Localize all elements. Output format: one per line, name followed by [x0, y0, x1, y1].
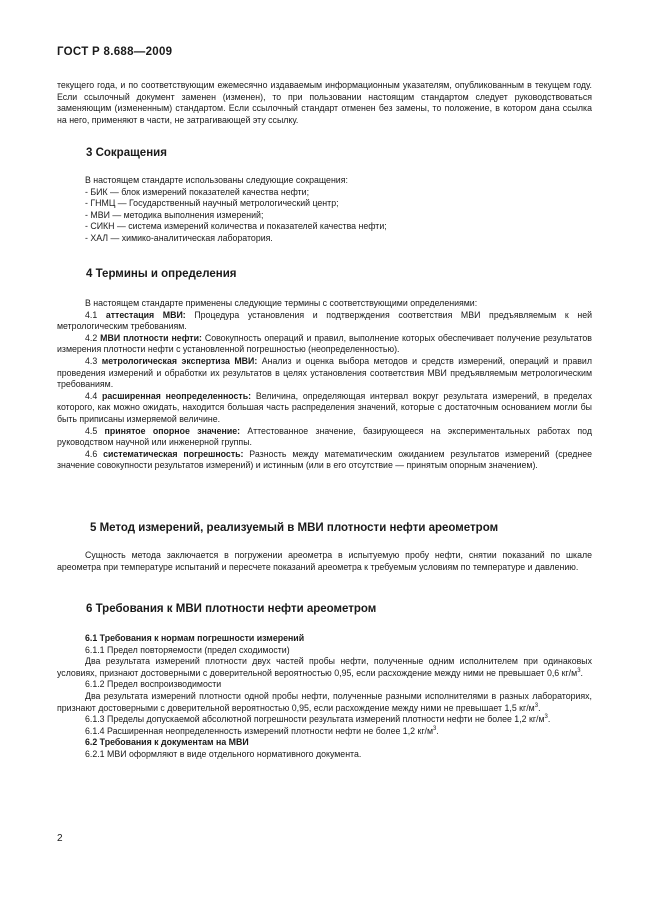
- superscript: 3: [433, 725, 437, 732]
- section-5-body: [57, 550, 592, 573]
- term-number: 4.2: [85, 332, 101, 343]
- term-name: систематическая погрешность:: [103, 448, 244, 459]
- term-definition: Процедура установления и подтверждения соответствия МВИ предъявляемым к ней метрологическим требованиям.: [57, 309, 592, 332]
- term-name: принятое опорное значение:: [104, 425, 241, 436]
- term-name: расширенная неопределенность:: [102, 390, 252, 401]
- abbreviation-list: [57, 187, 592, 245]
- section-3-lead: В настоящем стандарте использованы следующие сокращения:: [85, 175, 348, 185]
- list-item: - БИК — блок измерений показателей качества нефти;: [85, 186, 310, 197]
- section-3-body: [57, 175, 592, 245]
- term-number: 4.5: [85, 425, 105, 436]
- intro-text: текущего года, и по соответствующим ежемесячно издаваемым информационным указателям, опубликованным в текущем году. Если ссылочный документ заменен (изменен), то при пользовании настоящим стандартом следует руководствоваться заменяющим (измененным) стандартом. Если ссылочный стандарт отменен без замены, то положение, в котором дана ссылка на него, применяют в части, не затрагивающей эту ссылку.: [57, 80, 592, 125]
- clause-6-1-1: 6.1.1 Предел повторяемости (предел сходимости): [85, 644, 290, 655]
- intro-paragraph: [57, 80, 592, 126]
- list-item: - ГНМЦ — Государственный научный метрологический центр;: [85, 198, 339, 209]
- subsection-6-1-heading: 6.1 Требования к нормам погрешности измерений: [85, 633, 305, 643]
- clause-6-1-3: [57, 714, 592, 726]
- clause-6-1-4: [57, 726, 592, 738]
- superscript: 3: [577, 667, 581, 674]
- text-run: 6.1.3 Пределы допускаемой абсолютной погрешности результата измерений плотности нефти не более 1,2 кг/м: [85, 714, 545, 725]
- term-name: метрологическая экспертиза МВИ:: [101, 355, 258, 366]
- term-definition: Величина, определяющая интервал вокруг результата измерений, в пределах которого, как можно ожидать, находится большая часть распределения значений, которые с достаточным основанием могли бы быть приписаны измеряемой величине.: [57, 390, 592, 424]
- term-definition: Аттестованное значение, базирующееся на экспериментальных работах под руководством научной или инженерной группы.: [57, 425, 592, 448]
- page-number: 2: [57, 833, 63, 844]
- text-run: .: [547, 714, 551, 725]
- superscript: 3: [534, 702, 539, 709]
- term-definition: Разность между математическим ожиданием результатов измерений (среднее значение совокупности результатов измерений) и истинным (или в его отсутствие — принятым опорным значением).: [57, 448, 592, 471]
- term-4-3: [57, 356, 592, 391]
- list-item: - МВИ — методика выполнения измерений;: [85, 209, 264, 220]
- term-definition: Совокупность операций и правил, выполнение которых обеспечивает получение результатов измерения плотности нефти с установленной погрешностью (неопределенностью).: [57, 332, 592, 355]
- term-number: 4.3: [85, 355, 102, 366]
- text-run: Два результата измерений плотности одной пробы нефти, полученные разными исполнителями в разных лабораториях, признают достоверными с доверительной вероятностью 0,95, если расхождение между ними не превышает 1,5 кг/м: [57, 690, 592, 713]
- term-4-2: [57, 333, 592, 356]
- section-6-body: [57, 633, 592, 761]
- text-run: .: [580, 667, 583, 678]
- term-definition: Анализ и оценка выбора методов и средств измерений, операций и правил проведения измерений и обработки их результатов в целях установления соответствия МВИ предъявляемым метрологическим требованиям.: [57, 355, 592, 390]
- term-number: 4.6: [85, 448, 104, 459]
- term-4-5: [57, 426, 592, 449]
- term-name: МВИ плотности нефти:: [100, 332, 202, 343]
- term-number: 4.1: [85, 309, 106, 320]
- section-5-heading: 5 Метод измерений, реализуемый в МВИ плотности нефти ареометром: [90, 522, 499, 534]
- term-name: аттестация МВИ:: [105, 309, 186, 320]
- section-4-heading: 4 Термины и определения: [86, 268, 237, 280]
- clause-6-1-1-text: [57, 656, 592, 679]
- section-5-text: Сущность метода заключается в погружении ареометра в испытуемую пробу нефти, снятии показаний по шкале ареометра при температуре испытаний и пересчете показаний ареометра к требуемым условиям по температуре и давлению.: [57, 550, 592, 572]
- term-4-1: [57, 310, 592, 333]
- section-4-body: [57, 298, 592, 472]
- list-item: - ХАЛ — химико-аналитическая лаборатория.: [85, 232, 273, 243]
- text-run: .: [436, 725, 439, 736]
- superscript: 3: [544, 714, 548, 721]
- document-header: ГОСТ Р 8.688—2009: [57, 46, 173, 58]
- text-run: .: [538, 702, 541, 713]
- clause-6-2-1: 6.2.1 МВИ оформляют в виде отдельного нормативного документа.: [85, 748, 362, 759]
- clause-6-1-2: 6.1.2 Предел воспроизводимости: [85, 679, 222, 690]
- list-item: - СИКН — система измерений количества и показателей качества нефти;: [85, 221, 387, 232]
- term-4-4: [57, 391, 592, 426]
- term-number: 4.4: [85, 390, 103, 401]
- term-4-6: [57, 449, 592, 472]
- section-3-heading: 3 Сокращения: [86, 147, 167, 159]
- text-run: 6.1.4 Расширенная неопределенность измерений плотности нефти не более 1,2 кг/м: [85, 725, 434, 736]
- subsection-6-2-heading: 6.2 Требования к документам на МВИ: [85, 737, 249, 748]
- section-4-lead: В настоящем стандарте применены следующие термины с соответствующими определениями:: [85, 298, 478, 308]
- section-6-heading: 6 Требования к МВИ плотности нефти ареометром: [86, 603, 377, 615]
- text-run: Два результата измерений плотности двух частей пробы нефти, полученные одним исполнителем при одинаковых условиях, признают достоверными с доверительной вероятностью 0,95, если расхождение между ними не превышает 0,6 кг/м: [57, 656, 592, 678]
- clause-6-1-2-text: [57, 691, 592, 714]
